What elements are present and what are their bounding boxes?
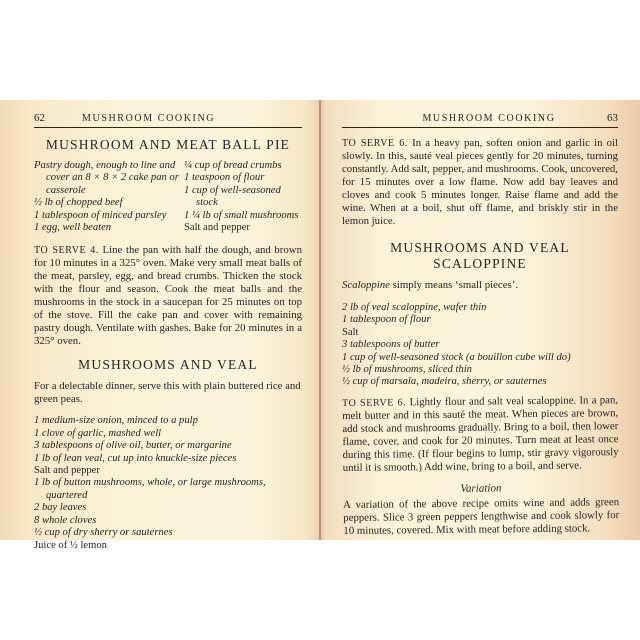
ingredient-item: 1 cup of well-seasoned stock (a bouillon cube will do) xyxy=(342,351,571,363)
recipe-title-meat-ball-pie: MUSHROOM AND MEAT BALL PIE xyxy=(45,137,291,152)
ingredient-item: 1 cup of well-seasoned stock xyxy=(184,184,281,209)
ingredients-column-a xyxy=(34,160,184,234)
method-mushrooms-and-veal xyxy=(342,137,618,228)
variation-text: A variation of the above recipe omits wine and adds green peppers. Slice 3 green peppers lengthwise and cook slowly for 10 minutes, covered. Mix with meat before adding stock. xyxy=(343,495,620,537)
ingredients-veal-scaloppine xyxy=(342,302,618,389)
ingredient-item: 1 tablespoon of flour xyxy=(342,314,431,326)
ingredient-item: ½ cup of marsala, madeira, sherry, or sauternes xyxy=(342,376,547,388)
ingredient-item: 1 lb of button mushrooms, whole, or large mushrooms, quartered xyxy=(34,477,266,501)
intro-mushrooms-and-veal: For a delectable dinner, serve this with plain buttered rice and green peas. xyxy=(34,380,301,406)
ingredient-item: ½ lb of chopped beef xyxy=(34,197,123,209)
method-veal-scaloppine xyxy=(342,394,619,475)
page-number-left: 62 xyxy=(34,112,45,124)
ingredient-item: 2 bay leaves xyxy=(34,502,87,514)
serves-label: TO SERVE 6. xyxy=(342,397,407,409)
ingredient-item: 1 ¼ lb of small mushrooms xyxy=(184,209,299,221)
left-page xyxy=(0,100,320,551)
ingredient-item: 2 lb of veal scaloppine, wafer thin xyxy=(342,302,487,313)
ingredients-meat-ball-pie xyxy=(34,160,302,234)
ingredients-mushrooms-and-veal xyxy=(34,415,302,551)
intro-veal-scaloppine xyxy=(342,279,618,292)
ingredient-item: 3 tablespoons of butter xyxy=(342,339,440,351)
ingredient-item: ¼ cup of bread crumbs xyxy=(184,160,282,171)
method-text: In a heavy pan, soften onion and garlic in oil slowly. In this, sauté veal pieces gently for 20 minutes, turning constantly. Add salt, pepper, and mushrooms. Cook, uncovered, for 15 minutes over a low flame. Now add bay leaves and cloves and cook 5 minutes longer. Raise flame and add the wine. When at a boil, shut off flame, and briskly stir in the lemon juice. xyxy=(342,137,618,227)
ingredient-item: 1 tablespoon of minced parsley xyxy=(34,209,167,221)
ingredient-item: 1 egg, well beaten xyxy=(34,222,112,234)
ingredient-item: 1 teaspoon of flour xyxy=(184,172,265,184)
recipe-title-veal-scaloppine: MUSHROOMS AND VEAL SCALOPPINE xyxy=(390,240,570,271)
method-meat-ball-pie xyxy=(34,244,302,348)
method-text: Lightly flour and salt veal scaloppine. In a pan, melt butter and in this sauté the meat. When pieces are brown, add stock and mushrooms gradually. Bring to a boil, then lower flame, cover, and cook for 20 minutes. Turn meat at least once during this time. (If flour begins to lump, stir gravy vigorously until it is smooth.) Add wine, bring to a boil, and serve. xyxy=(342,393,619,474)
ingredient-item: 3 tablespoons of olive oil, butter, or margarine xyxy=(34,440,232,452)
variation-heading: Variation xyxy=(460,482,502,495)
ingredient-item: ½ cup of dry sherry or sauternes xyxy=(34,527,173,539)
running-title-left: MUSHROOM COOKING xyxy=(82,113,216,124)
ingredient-item: ½ lb of mushrooms, sliced thin xyxy=(342,364,472,376)
intro-italic-word: Scaloppine xyxy=(342,279,390,291)
serves-label: TO SERVE 4. xyxy=(34,245,99,257)
ingredient-item: 1 clove of garlic, mashed well xyxy=(34,427,162,439)
ingredient-item: 8 whole cloves xyxy=(34,514,97,526)
ingredient-item: Salt xyxy=(342,326,359,338)
intro-rest: simply means ‘small pieces’. xyxy=(389,279,519,291)
ingredient-item: 1 medium-size onion, minced to a pulp xyxy=(34,415,198,427)
right-page xyxy=(320,100,640,540)
skewed-bottom-block xyxy=(342,394,619,538)
running-head-right xyxy=(342,112,618,128)
book-gutter xyxy=(319,100,321,540)
running-head-left xyxy=(34,112,302,128)
page-number-right: 63 xyxy=(607,112,618,124)
serves-label: TO SERVE 6. xyxy=(342,138,408,149)
running-title-right: MUSHROOM COOKING xyxy=(422,113,556,124)
method-text: Line the pan with half the dough, and brown for 10 minutes in a 325° oven. Make very small meat balls of the meat, parsley, egg, and bread crumbs. Thicken the stock with the flour and season. Cook the meat balls and the mushrooms in the stock in a saucepan for 25 minutes on top of the stove. Fill the cake pan and cover with remaining pastry dough. Ventilate with gashes. Bake for 20 minutes in a 325° oven. xyxy=(34,244,302,348)
open-book xyxy=(0,100,640,551)
ingredient-item: Salt and pepper xyxy=(34,465,100,477)
ingredient-item: 1 lb of lean veal, cut up into knuckle-size pieces xyxy=(34,452,237,464)
ingredients-column-b xyxy=(184,160,302,234)
ingredient-item: Pastry dough, enough to line and cover an 8 × 8 × 2 cake pan or casserole xyxy=(34,160,179,196)
ingredient-item: Juice of ½ lemon xyxy=(34,539,107,551)
recipe-title-mushrooms-and-veal: MUSHROOMS AND VEAL xyxy=(78,357,258,373)
ingredient-item: Salt and pepper xyxy=(184,222,250,234)
